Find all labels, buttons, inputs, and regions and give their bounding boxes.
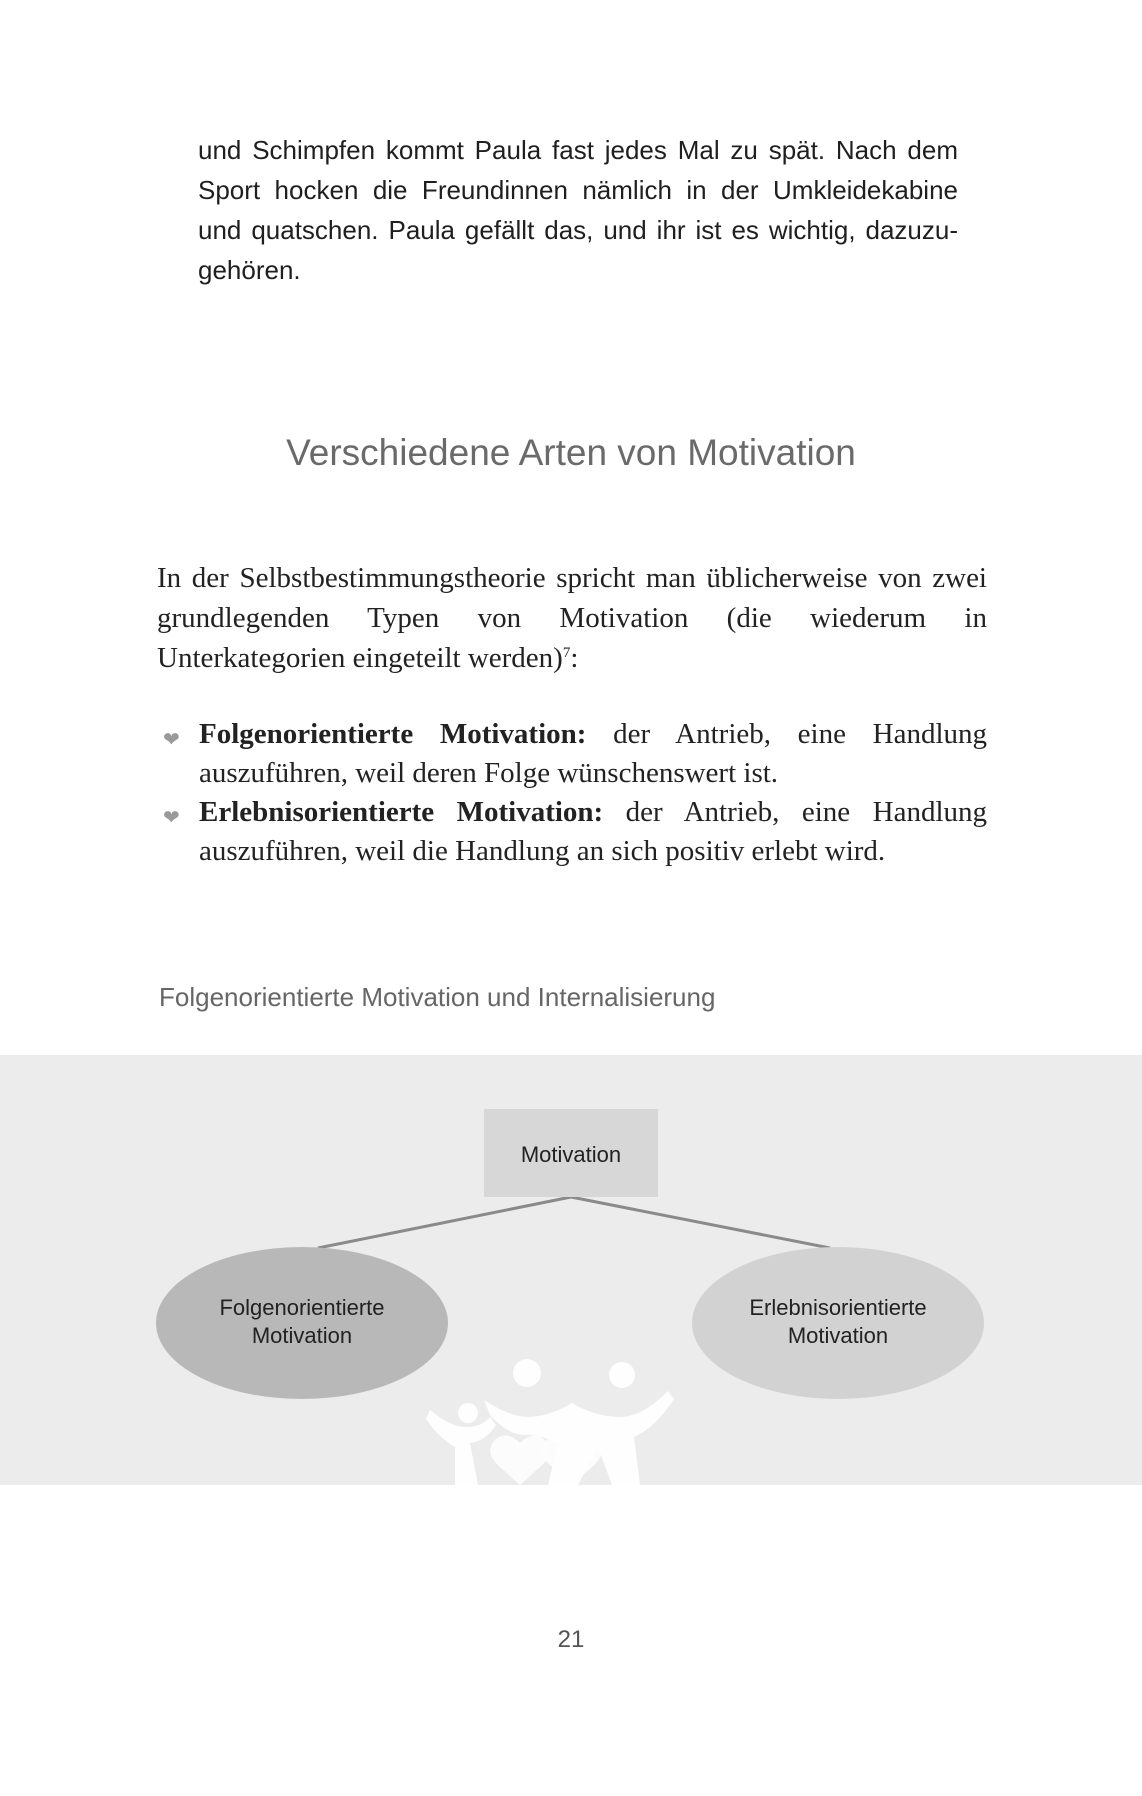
heart-icon: ❤: [163, 807, 180, 829]
diagram-svg: [0, 1055, 1142, 1485]
left-node-label-1: Folgenorientierte: [219, 1295, 385, 1320]
section-heading: Verschiedene Arten von Motivation: [286, 432, 856, 473]
left-node-label-2: Motivation: [251, 1323, 353, 1348]
family-hearts-icon: [426, 1359, 674, 1485]
page-number: 21: [557, 1626, 585, 1653]
paragraph-end: :: [570, 642, 579, 674]
diagram-panel: [0, 1055, 1142, 1485]
connector-left: [318, 1197, 571, 1248]
bullet-text: der Antrieb, eine Handlung auszuführen, weil die Handlung an sich positiv erlebt wird.: [199, 796, 988, 867]
diagram-caption: Folgenorientierte Motivation und Internalisierung: [159, 982, 716, 1012]
connector-right: [571, 1197, 830, 1248]
bullet-text: der Antrieb, eine Handlung auszuführen, weil deren Folge wünschenswert ist.: [199, 718, 987, 789]
footnote-reference[interactable]: 7: [562, 645, 571, 661]
paragraph-text: In der Selbstbestimmungstheorie spricht man üblicherweise von zwei grundlegenden Typen von Motivation (die wiederum in Unterkategorien eingeteilt werden): [157, 562, 987, 674]
root-node-label: Motivation: [520, 1142, 622, 1167]
right-node-label-1: Erlebnisorientierte: [749, 1295, 927, 1320]
list-item: [157, 793, 987, 871]
bullet-list: [157, 715, 987, 871]
intro-text: und Schimpfen kommt Paula fast jedes Mal zu spät. Nach dem Sport hocken die Freundinnen nämlich in der Umkleidekabine und quatschen. Paula gefällt das, und ihr ist es wichtig, dazuzu-gehören.: [198, 135, 958, 285]
list-item: [157, 715, 987, 793]
heart-icon: ❤: [163, 729, 180, 751]
section-paragraph: [157, 558, 987, 678]
bullet-term: Folgenorientierte Motivation:: [199, 718, 587, 750]
bullet-term: Erlebnisorientierte Motivation:: [199, 796, 604, 828]
right-node-label-2: Motivation: [787, 1323, 889, 1348]
intro-paragraph: [198, 130, 958, 290]
